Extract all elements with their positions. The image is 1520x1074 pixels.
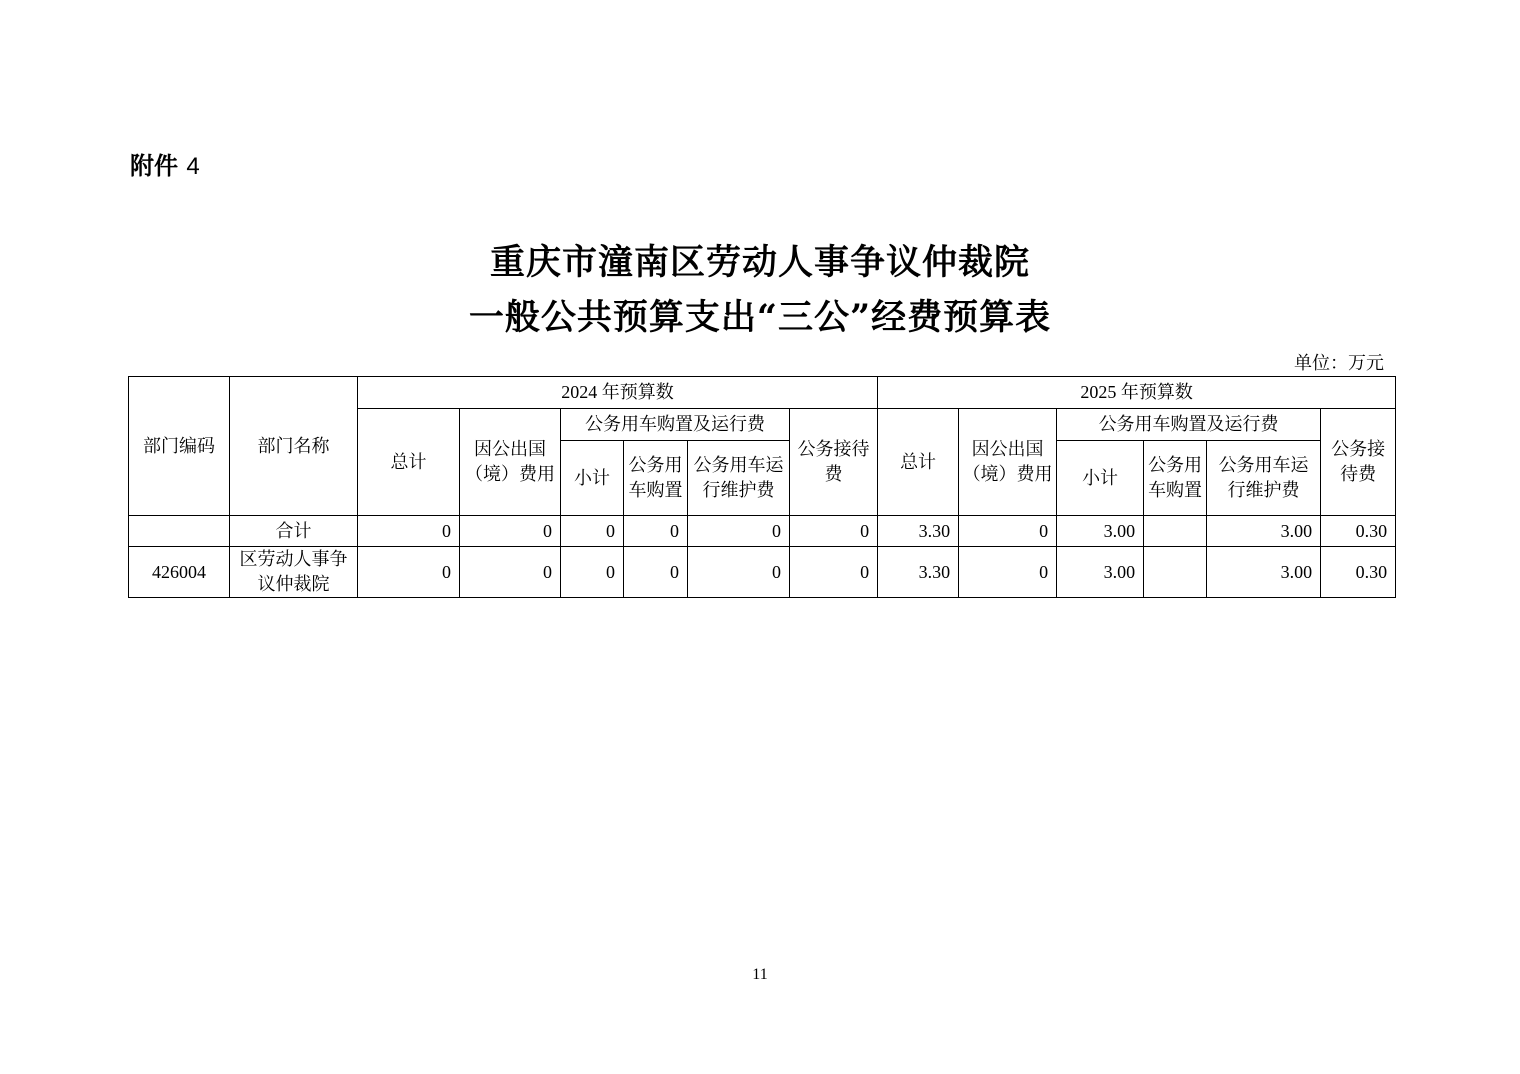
cell-2024-operation: 0 xyxy=(688,516,790,547)
cell-2025-subtotal: 3.00 xyxy=(1057,516,1144,547)
cell-2024-abroad: 0 xyxy=(460,516,561,547)
header-year-2025: 2025 年预算数 xyxy=(878,377,1396,409)
header-row-1 xyxy=(129,377,1396,409)
cell-2024-reception: 0 xyxy=(790,547,878,598)
table-row-total xyxy=(129,516,1396,547)
header-operation-2024: 公务用车运行维护费 xyxy=(688,441,790,516)
cell-2024-subtotal: 0 xyxy=(561,516,624,547)
header-subtotal-2024: 小计 xyxy=(561,441,624,516)
cell-2024-reception: 0 xyxy=(790,516,878,547)
header-year-2024: 2024 年预算数 xyxy=(358,377,878,409)
header-reception-2025: 公务接待费 xyxy=(1321,409,1396,516)
budget-table xyxy=(128,376,1396,598)
header-purchase-2024: 公务用车购置 xyxy=(624,441,688,516)
header-vehicle-2024: 公务用车购置及运行费 xyxy=(561,409,790,441)
unit-label: 单位：万元 xyxy=(1294,353,1384,373)
title-line-2: 一般公共预算支出“三公”经费预算表 xyxy=(468,297,1052,338)
cell-2024-total: 0 xyxy=(358,547,460,598)
cell-2025-purchase xyxy=(1144,547,1207,598)
header-operation-2025: 公务用车运行维护费 xyxy=(1207,441,1321,516)
header-subtotal-2025: 小计 xyxy=(1057,441,1144,516)
cell-2024-purchase: 0 xyxy=(624,547,688,598)
cell-2025-total: 3.30 xyxy=(878,547,959,598)
cell-code: 426004 xyxy=(129,547,230,598)
header-total-2024: 总计 xyxy=(358,409,460,516)
attachment-label xyxy=(130,146,200,181)
cell-2025-operation: 3.00 xyxy=(1207,547,1321,598)
table-row-dept xyxy=(129,547,1396,598)
cell-2024-purchase: 0 xyxy=(624,516,688,547)
attachment-number: 4 xyxy=(186,153,200,180)
header-dept-code: 部门编码 xyxy=(129,377,230,516)
header-dept-name: 部门名称 xyxy=(230,377,358,516)
header-abroad-2024: 因公出国（境）费用 xyxy=(460,409,561,516)
header-reception-2024: 公务接待费 xyxy=(790,409,878,516)
cell-2025-purchase xyxy=(1144,516,1207,547)
header-total-2025: 总计 xyxy=(878,409,959,516)
cell-2024-subtotal: 0 xyxy=(561,547,624,598)
cell-2024-abroad: 0 xyxy=(460,547,561,598)
title-line-1: 重庆市潼南区劳动人事争议仲裁院 xyxy=(489,242,1030,283)
cell-2025-reception: 0.30 xyxy=(1321,516,1396,547)
attachment-text: 附件 xyxy=(130,152,178,180)
cell-2025-abroad: 0 xyxy=(959,547,1057,598)
cell-name: 区劳动人事争议仲裁院 xyxy=(230,547,358,598)
cell-2025-operation: 3.00 xyxy=(1207,516,1321,547)
cell-code xyxy=(129,516,230,547)
cell-2025-subtotal: 3.00 xyxy=(1057,547,1144,598)
cell-2024-operation: 0 xyxy=(688,547,790,598)
cell-2025-reception: 0.30 xyxy=(1321,547,1396,598)
header-purchase-2025: 公务用车购置 xyxy=(1144,441,1207,516)
cell-name: 合计 xyxy=(230,516,358,547)
cell-2025-abroad: 0 xyxy=(959,516,1057,547)
header-abroad-2025: 因公出国（境）费用 xyxy=(959,409,1057,516)
header-vehicle-2025: 公务用车购置及运行费 xyxy=(1057,409,1321,441)
page-number: 11 xyxy=(752,966,768,983)
cell-2024-total: 0 xyxy=(358,516,460,547)
cell-2025-total: 3.30 xyxy=(878,516,959,547)
